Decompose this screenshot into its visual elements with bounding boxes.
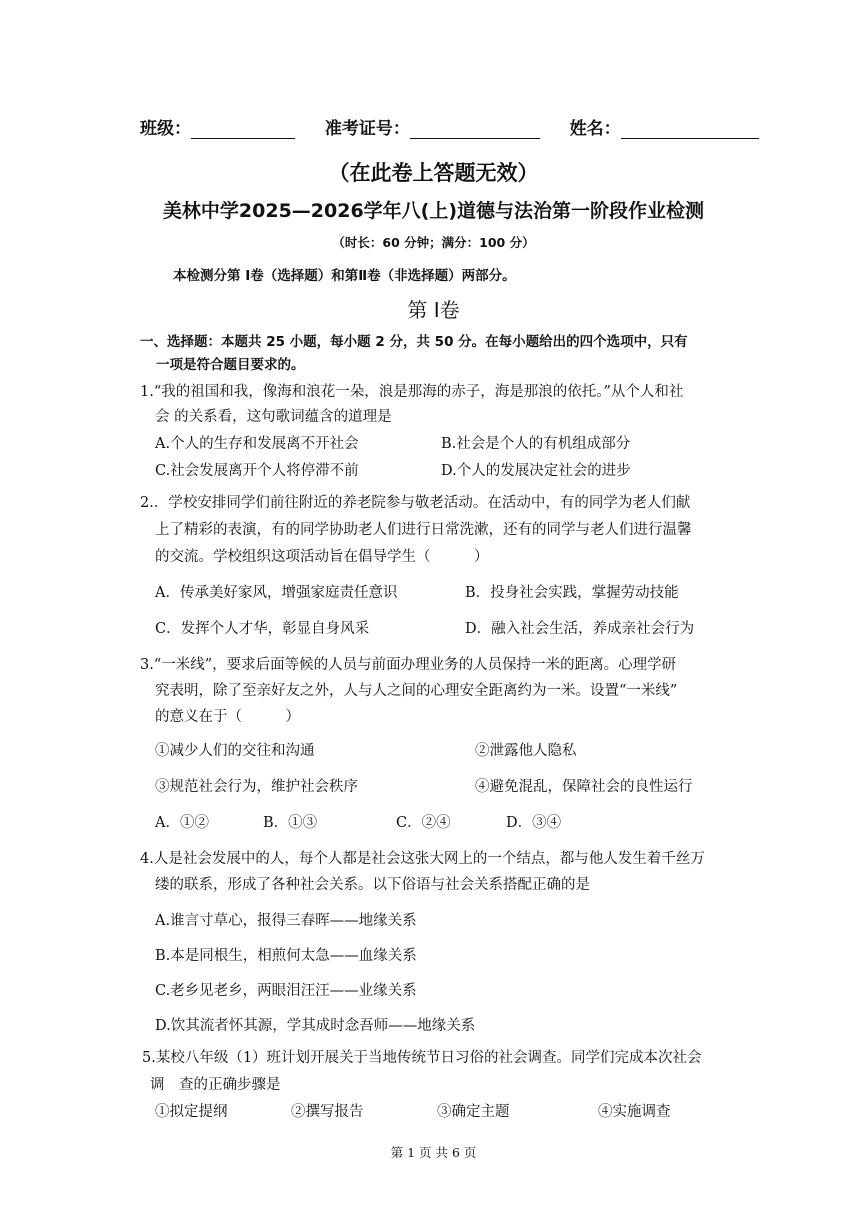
duration-info: （时长：60 分钟；满分：100 分） <box>332 235 535 250</box>
q3-option-b: B．①③ <box>263 815 318 831</box>
q2-option-d: D．融入社会生活，养成亲社会行为 <box>465 621 695 637</box>
page-number: 第 1 页 共 6 页 <box>390 1145 477 1160</box>
q3-option-d: D．③④ <box>506 815 562 831</box>
q5-stem-line2: 调 查的正确步骤是 <box>150 1077 281 1093</box>
q1-option-d: D.个人的发展决定社会的进步 <box>441 463 631 479</box>
intro-text: 本检测分第 Ⅰ卷（选择题）和第Ⅱ卷（非选择题）两部分。 <box>173 268 516 284</box>
volume-title: 第 Ⅰ卷 <box>407 298 460 322</box>
q2-option-c: C．发挥个人才华，彰显自身风采 <box>155 621 370 637</box>
name-field <box>621 120 759 139</box>
q3-statement-3: ③规范社会行为，维护社会秩序 <box>155 779 358 795</box>
q1-option-c: C.社会发展离开个人将停滞不前 <box>155 463 359 479</box>
q4-option-a: A.谁言寸草心，报得三春晖——地缘关系 <box>155 913 417 929</box>
q3-option-c: C．②④ <box>396 815 451 831</box>
q5-step-4: ④实施调查 <box>598 1104 671 1120</box>
q4-option-d: D.饮其流者怀其源，学其成时念吾师——地缘关系 <box>155 1018 476 1034</box>
q5-step-1: ①拟定提纲 <box>155 1104 228 1120</box>
section-heading-line2: 一项是符合题目要求的。 <box>156 357 305 373</box>
q4-stem-line1: 4.人是社会发展中的人，每个人都是社会这张大网上的一个结点，都与他人发生着千丝万 <box>140 851 705 867</box>
q2-option-a: A．传承美好家风，增强家庭责任意识 <box>155 585 398 601</box>
invalid-notice: （在此卷上答题无效） <box>328 161 539 185</box>
student-info-row <box>140 114 759 139</box>
q3-statement-1: ①减少人们的交往和沟通 <box>155 743 315 759</box>
class-label: 班级： <box>140 119 191 139</box>
q4-stem-line2: 缕的联系，形成了各种社会关系。以下俗语与社会关系搭配正确的是 <box>155 877 590 893</box>
q1-stem-line2: 会 的关系看，这句歌词蕴含的道理是 <box>155 409 392 425</box>
exam-id-label: 准考证号： <box>324 119 410 139</box>
q4-option-c: C.老乡见老乡，两眼泪汪汪——业缘关系 <box>155 983 417 999</box>
class-field <box>191 120 295 139</box>
q3-statement-2: ②泄露他人隐私 <box>475 743 577 759</box>
q2-stem-line2: 上了精彩的表演，有的同学协助老人们进行日常洗漱，还有的同学与老人们进行温馨 <box>155 522 692 538</box>
q5-stem-line1: 5.某校八年级（1）班计划开展关于当地传统节日习俗的社会调查。同学们完成本次社会 <box>142 1050 702 1066</box>
q2-stem-line1: 2.．学校安排同学们前往附近的养老院参与敬老活动。在活动中，有的同学为老人们献 <box>140 495 691 511</box>
q2-stem-line3: 的交流。学校组织这项活动旨在倡导学生（ ） <box>155 549 489 565</box>
section-heading-line1: 一、选择题：本题共 25 小题，每小题 2 分，共 50 分。在每小题给出的四个选项中，只有 <box>140 334 688 350</box>
q1-stem-line1: 1.“我的祖国和我，像海和浪花一朵，浪是那海的赤子，海是那浪的依托。”从个人和社 <box>140 384 684 400</box>
page-title: 美林中学2025—2026学年八(上)道德与法治第一阶段作业检测 <box>162 200 705 222</box>
q3-stem-line2: 究表明，除了至亲好友之外，人与人之间的心理安全距离约为一米。设置“一米线” <box>155 683 678 699</box>
q4-option-b: B.本是同根生，相煎何太急——血缘关系 <box>155 948 417 964</box>
q2-option-b: B．投身社会实践，掌握劳动技能 <box>465 585 679 601</box>
name-label: 姓名： <box>569 119 621 139</box>
q3-option-a: A．①② <box>155 815 209 831</box>
q1-option-b: B.社会是个人的有机组成部分 <box>441 436 631 452</box>
q5-step-3: ③确定主题 <box>437 1104 510 1120</box>
q3-stem-line1: 3.“一米线”，要求后面等候的人员与前面办理业务的人员保持一米的距离。心理学研 <box>140 657 677 673</box>
q3-statement-4: ④避免混乱，保障社会的良性运行 <box>475 779 693 795</box>
exam-id-field <box>410 120 540 139</box>
q3-stem-line3: 的意义在于（ ） <box>155 709 300 725</box>
q5-step-2: ②撰写报告 <box>291 1104 364 1120</box>
q1-option-a: A.个人的生存和发展离不开社会 <box>155 436 359 452</box>
